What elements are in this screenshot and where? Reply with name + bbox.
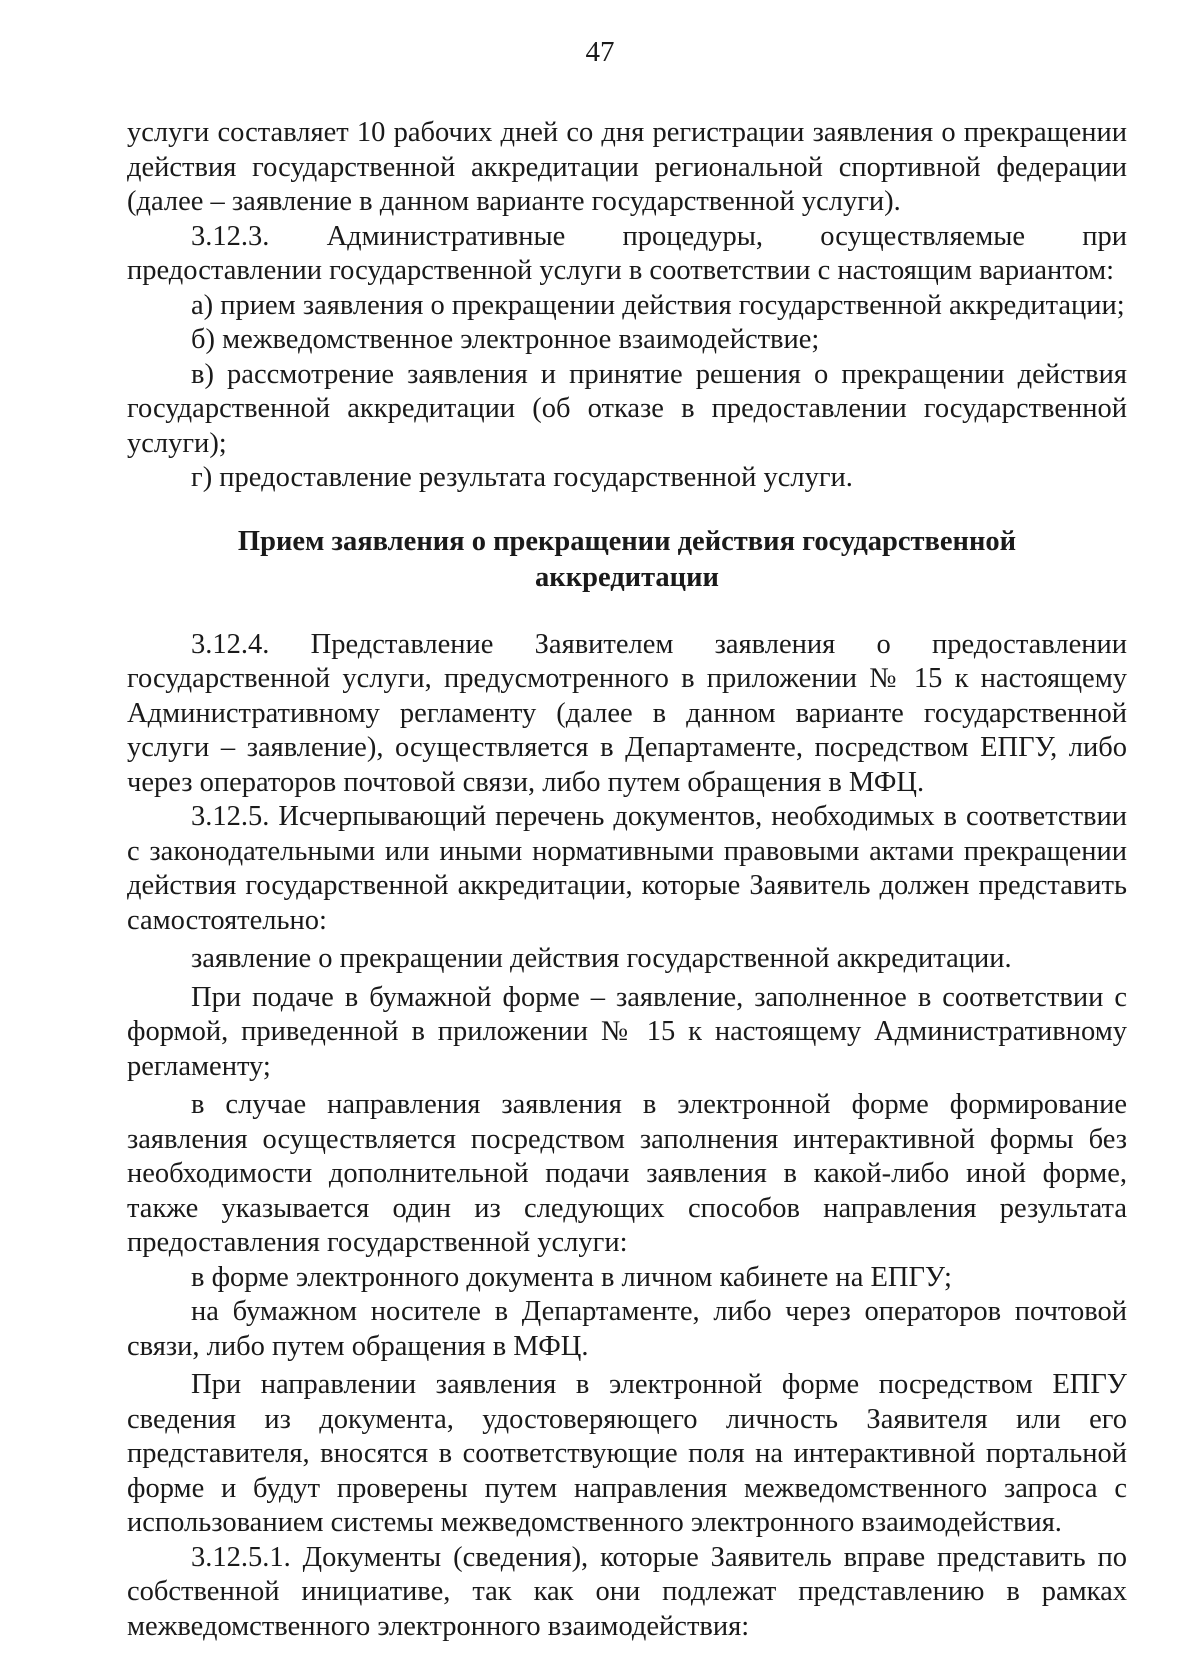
paragraph-3-12-5: 3.12.5. Исчерпывающий перечень документов, необходимых в соответствии с законодательными или иными нормативными правовыми актами прекращении действия государственной аккредитации, которые Заявитель должен представить самостоятельно: — [127, 801, 1127, 936]
section-heading: Прием заявления о прекращении действия государственной аккредитации — [237, 525, 1017, 593]
paragraph-3-12-5-1: 3.12.5.1. Документы (сведения), которые Заявитель вправе представить по собственной инициативе, так как они подлежат представлению в рамках межведомственного электронного взаимодействия: — [127, 1541, 1127, 1642]
paragraph-electronic-form: в случае направления заявления в электронной форме формирование заявления осуществляется посредством заполнения интерактивной формы без необходимости дополнительной подачи заявления в какой-либо иной форме, также указывается один из следующих способов направления результата предоставления государственной услуги: — [127, 1089, 1127, 1258]
paragraph-result-paper: на бумажном носителе в Департаменте, либо через операторов почтовой связи, либо путем обращения в МФЦ. — [127, 1296, 1127, 1362]
paragraph-3-12-3: 3.12.3. Административные процедуры, осуществляемые при предоставлении государственной услуги в соответствии с настоящим вариантом: — [127, 220, 1127, 286]
paragraph-epgu-verification: При направлении заявления в электронной форме посредством ЕПГУ сведения из документа, удостоверяющего личность Заявителя или его представителя, вносятся в соответствующие поля на интерактивной портальной форме и будут проверены путем направления межведомственного запроса с использованием системы межведомственного электронного взаимодействия. — [127, 1369, 1127, 1538]
list-item-g: г) предоставление результата государственной услуги. — [191, 462, 853, 493]
page-number: 47 — [585, 36, 615, 68]
list-item-a: а) прием заявления о прекращении действия государственной аккредитации; — [191, 289, 1125, 321]
paragraph-paper-form: При подаче в бумажной форме – заявление, заполненное в соответствии с формой, приведенной в приложении № 15 к настоящему Административному регламенту; — [127, 981, 1127, 1082]
paragraph-result-electronic: в форме электронного документа в личном кабинете на ЕПГУ; — [191, 1261, 952, 1293]
list-item-b: б) межведомственное электронное взаимодействие; — [191, 324, 820, 355]
paragraph-3-12-4: 3.12.4. Представление Заявителем заявления о предоставлении государственной услуги, предусмотренного в приложении № 15 к настоящему Административному регламенту (далее в данном варианте государственной услуги – заявление), осуществляется в Департаменте, посредством ЕПГУ, либо через операторов почтовой связи, либо путем обращения в МФЦ. — [127, 628, 1127, 798]
paragraph-continuation: услуги составляет 10 рабочих дней со дня регистрации заявления о прекращении действия государственной аккредитации региональной спортивной федерации (далее – заявление в данном варианте государственной услуги). — [127, 117, 1127, 217]
list-item-v: в) рассмотрение заявления и принятие решения о прекращении действия государственной аккредитации (об отказе в предоставлении государственной услуги); — [127, 358, 1127, 459]
paragraph-application: заявление о прекращении действия государственной аккредитации. — [191, 943, 1012, 974]
document-body — [127, 116, 1127, 1644]
